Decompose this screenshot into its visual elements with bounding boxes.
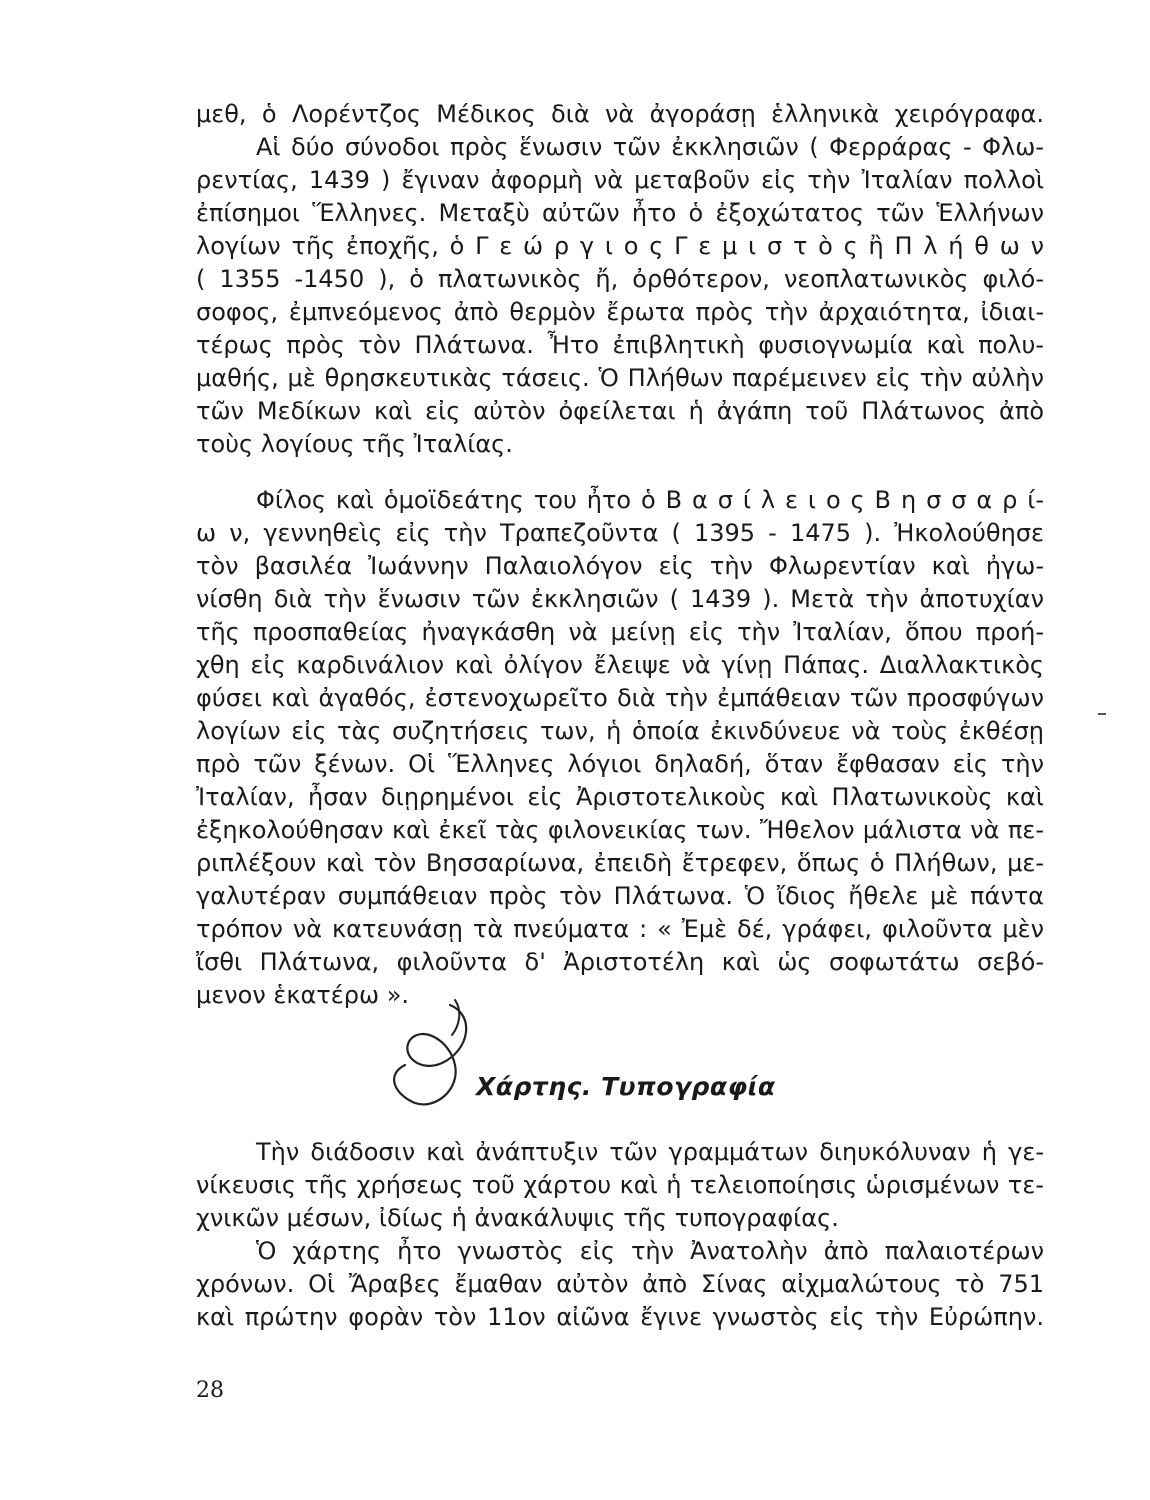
text-line: τέρως πρὸς τὸν Πλάτωνα. Ἦτο ἐπιβλητικὴ φυσιογνωμία καὶ πολυ- <box>196 331 1044 359</box>
text-line: ω ν, γεννηθεὶς εἰς τὴν Τραπεζοῦντα ( 1395 - 1475 ). Ἠκολούθησε <box>196 519 1044 547</box>
text-line: τρόπον νὰ κατευνάσῃ τὰ πνεύματα : « Ἐμὲ δέ, γράφει, φιλοῦντα μὲν <box>196 915 1044 943</box>
text-line: νίσθη διὰ τὴν ἕνωσιν τῶν ἐκκλησιῶν ( 1439 ). Μετὰ τὴν ἀποτυχίαν <box>196 585 1044 613</box>
text-line: Αἱ δύο σύνοδοι πρὸς ἕνωσιν τῶν ἐκκλησιῶν ( Φερράρας - Φλω- <box>256 133 1044 161</box>
text-line: χνικῶν μέσων, ἰδίως ἡ ἀνακάλυψις τῆς τυπογραφίας. <box>196 1204 839 1232</box>
text-line: ἐξηκολούθησαν καὶ ἐκεῖ τὰς φιλονεικίας των. Ἤθελον μάλιστα νὰ πε- <box>196 816 1044 844</box>
text-line: Φίλος καὶ ὁμοϊδεάτης του ἦτο ὁ Β α σ ί λ ε ι ο ς Β η σ σ α ρ ί- <box>256 486 1044 514</box>
text-line: τοὺς λογίους τῆς Ἰταλίας. <box>196 430 513 458</box>
handwritten-scribble <box>380 995 490 1115</box>
text-line: λογίων εἰς τὰς συζητήσεις των, ἡ ὁποία ἐκινδύνευε νὰ τοὺς ἐκθέσῃ <box>196 717 1044 745</box>
paragraph-3 <box>196 1136 1044 1334</box>
text-line: ριπλέξουν καὶ τὸν Βησσαρίωνα, ἐπειδὴ ἔτρεφεν, ὅπως ὁ Πλήθων, με- <box>196 849 1044 877</box>
text-line: μενον ἑκατέρω ». <box>196 981 409 1009</box>
text-line: ἴσθι Πλάτωνα, φιλοῦντα δ' Ἀριστοτέλη καὶ ὡς σοφωτάτω σεβό- <box>196 948 1044 976</box>
paragraph-2 <box>196 484 1044 1012</box>
text-line: γαλυτέραν συμπάθειαν πρὸς τὸν Πλάτωνα. Ὁ ἴδιος ἤθελε μὲ πάντα <box>196 882 1044 910</box>
text-line: ( 1355 -1450 ), ὁ πλατωνικὸς ἤ, ὀρθότερον, νεοπλατωνικὸς φιλό- <box>196 265 1044 293</box>
text-line: λογίων τῆς ἐποχῆς, ὁ Γ ε ώ ρ γ ι ο ς Γ ε μ ι σ τ ὸ ς ἢ Π λ ή θ ω ν <box>196 232 1044 260</box>
text-line: σοφος, ἐμπνεόμενος ἀπὸ θερμὸν ἔρωτα πρὸς τὴν ἀρχαιότητα, ἰδιαι- <box>196 298 1044 326</box>
text-line: Ἰταλίαν, ἦσαν διῃρημένοι εἰς Ἀριστοτελικοὺς καὶ Πλατωνικοὺς καὶ <box>196 783 1044 811</box>
section-heading: Χάρτης. Τυπογραφία <box>476 1072 776 1101</box>
text-line: Ὁ χάρτης ἦτο γνωστὸς εἰς τὴν Ἀνατολὴν ἀπὸ παλαιοτέρων <box>256 1237 1044 1265</box>
text-line: πρὸ τῶν ξένων. Οἱ Ἕλληνες λόγιοι δηλαδή, ὅταν ἔφθασαν εἰς τὴν <box>196 750 1044 778</box>
margin-mark <box>1098 713 1106 715</box>
text-line: μεθ, ὁ Λορέντζος Μέδικος διὰ νὰ ἀγοράσῃ ἑλληνικὰ χειρόγραφα. <box>196 100 1044 128</box>
text-line: τῶν Μεδίκων καὶ εἰς αὐτὸν ὀφείλεται ἡ ἀγάπη τοῦ Πλάτωνος ἀπὸ <box>196 397 1044 425</box>
text-line: Τὴν διάδοσιν καὶ ἀνάπτυξιν τῶν γραμμάτων διηυκόλυναν ἡ γε- <box>256 1138 1044 1166</box>
text-line: χρόνων. Οἱ Ἄραβες ἔμαθαν αὐτὸν ἀπὸ Σίνας αἰχμαλώτους τὸ 751 <box>196 1270 1044 1298</box>
text-line: χθη εἰς καρδινάλιον καὶ ὀλίγον ἔλειψε νὰ γίνῃ Πάπας. Διαλλακτικὸς <box>196 651 1044 679</box>
text-line: τὸν βασιλέα Ἰωάννην Παλαιολόγον εἰς τὴν Φλωρεντίαν καὶ ἠγω- <box>196 552 1044 580</box>
page-number: 28 <box>196 1378 224 1403</box>
paragraph-1 <box>196 98 1044 461</box>
text-line: ρεντίας, 1439 ) ἔγιναν ἀφορμὴ νὰ μεταβοῦν εἰς τὴν Ἰταλίαν πολλοὶ <box>196 166 1044 194</box>
text-line: φύσει καὶ ἀγαθός, ἐστενοχωρεῖτο διὰ τὴν ἐμπάθειαν τῶν προσφύγων <box>196 684 1044 712</box>
text-line: νίκευσις τῆς χρήσεως τοῦ χάρτου καὶ ἡ τελειοποίησις ὡρισμένων τε- <box>196 1171 1044 1199</box>
text-line: καὶ πρώτην φορὰν τὸν 11ον αἰῶνα ἔγινε γνωστὸς εἰς τὴν Εὐρώπην. <box>196 1303 1044 1331</box>
text-line: ἐπίσημοι Ἕλληνες. Μεταξὺ αὐτῶν ἦτο ὁ ἐξοχώτατος τῶν Ἑλλήνων <box>196 199 1044 227</box>
text-line: τῆς προσπαθείας ἠναγκάσθη νὰ μείνῃ εἰς τὴν Ἰταλίαν, ὅπου προή- <box>196 618 1044 646</box>
text-line: μαθής, μὲ θρησκευτικὰς τάσεις. Ὁ Πλήθων παρέμεινεν εἰς τὴν αὐλὴν <box>196 364 1044 392</box>
